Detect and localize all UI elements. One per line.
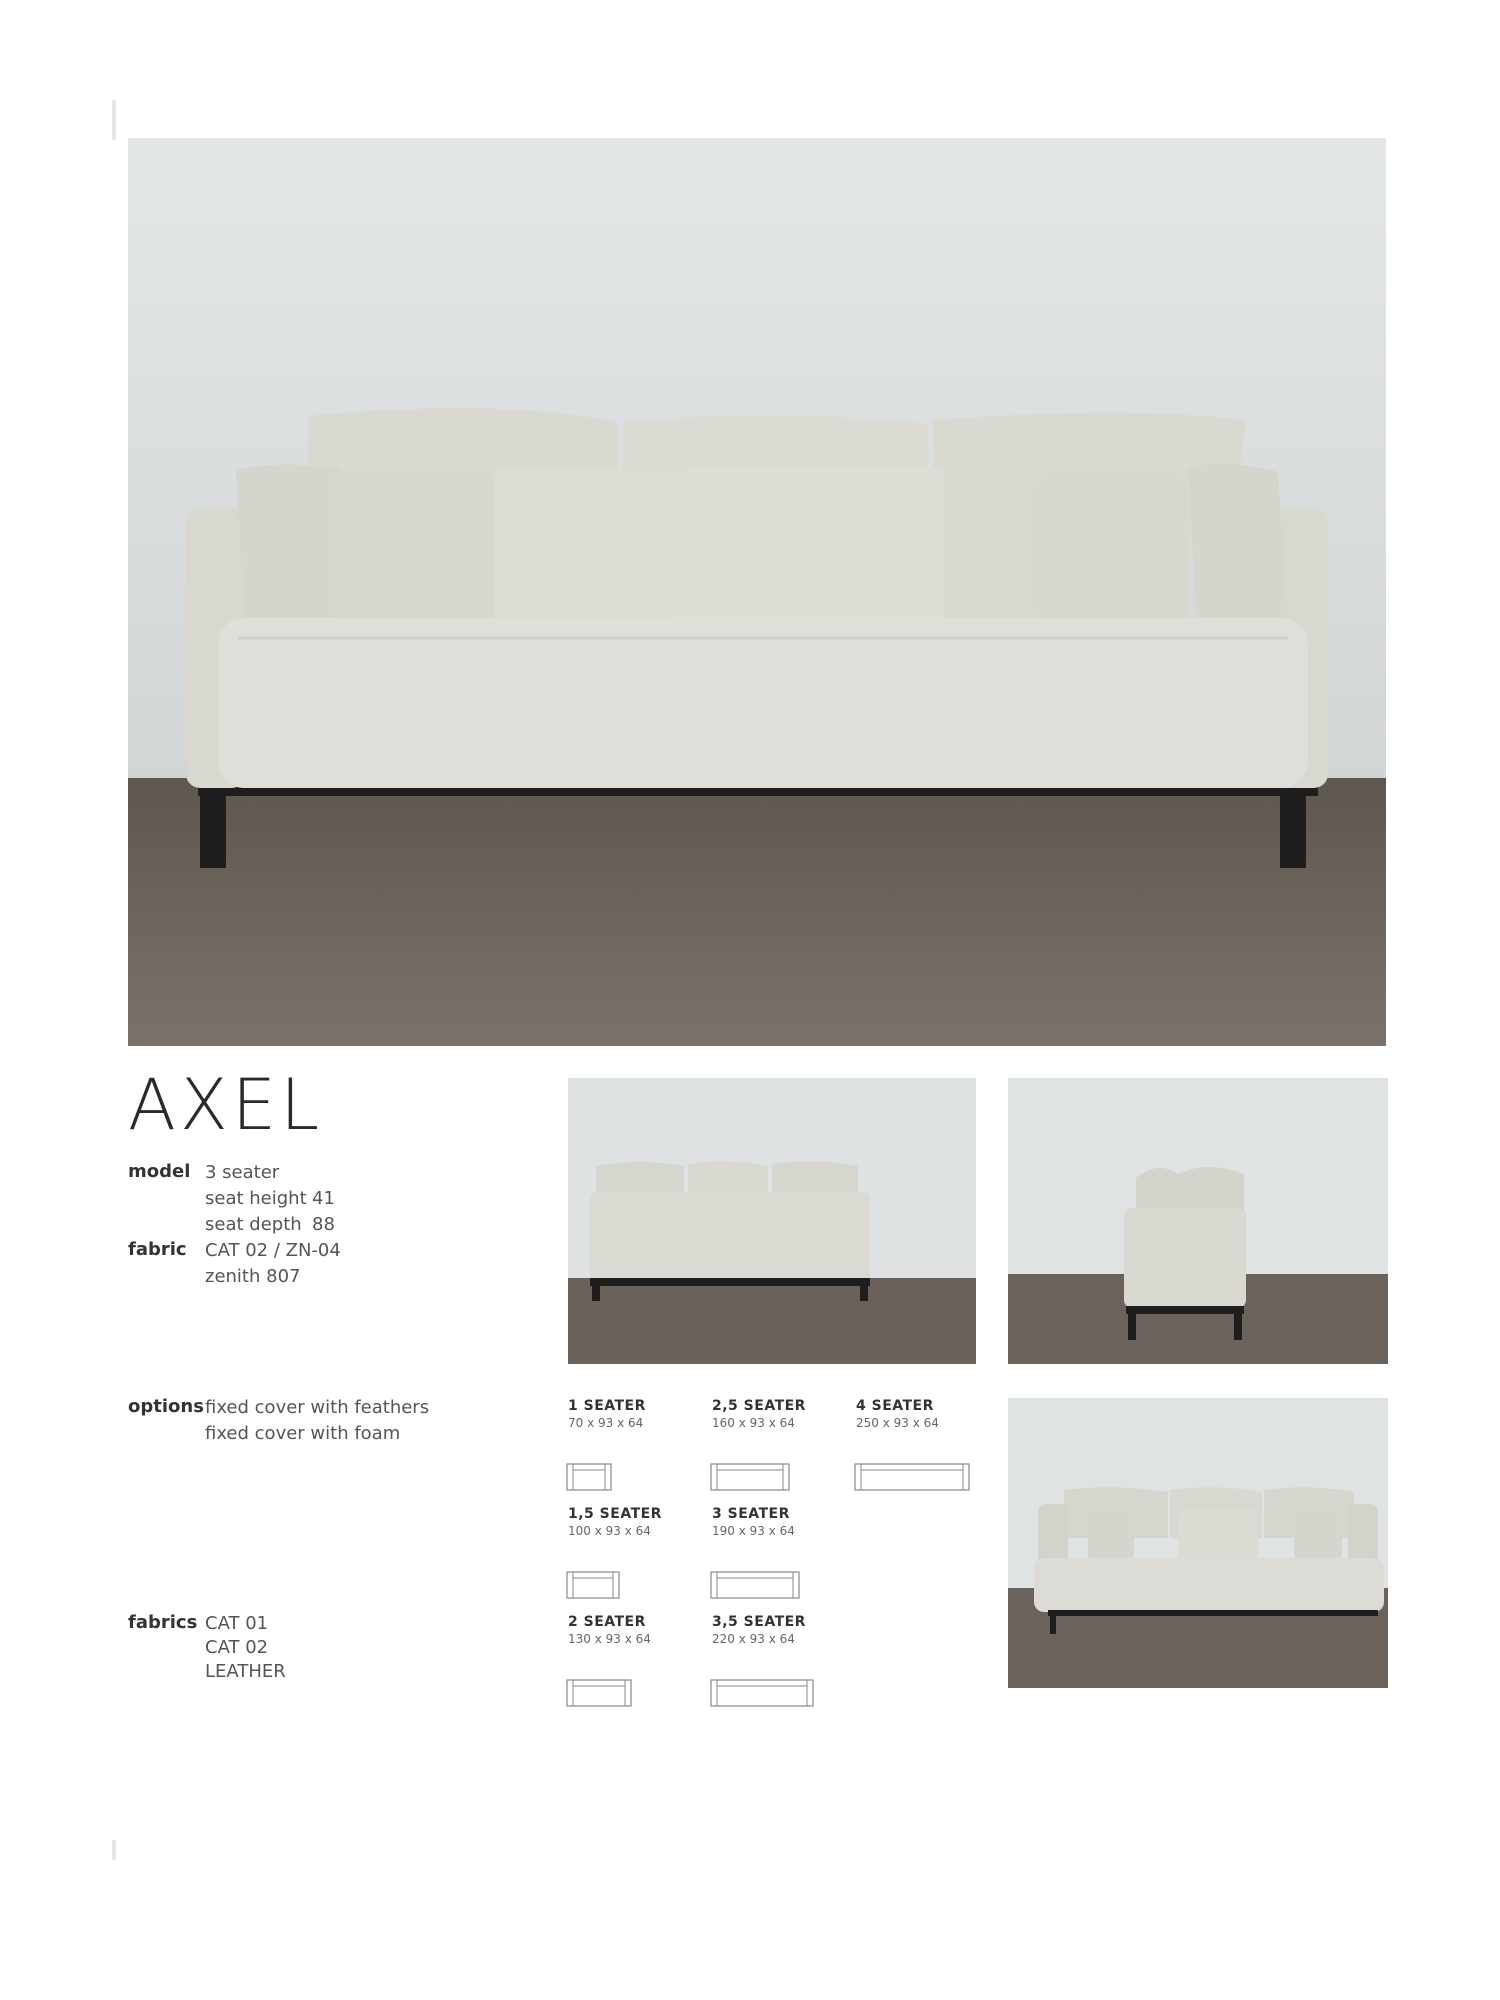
variant-dims: 190 x 93 x 64 [712, 1524, 795, 1538]
option-item: fixed cover with feathers [205, 1397, 430, 1418]
variant-name: 3 SEATER [712, 1506, 790, 1522]
model-label: model [128, 1161, 191, 1182]
variant-dims: 130 x 93 x 64 [568, 1632, 651, 1646]
seat-depth-value: 88 [312, 1214, 335, 1235]
variant-name: 3,5 SEATER [712, 1614, 806, 1630]
variant-1-seater [568, 1398, 646, 1430]
variant-1-5-seater [568, 1506, 662, 1538]
fabric-label: fabric [128, 1239, 187, 1260]
product-title: AXEL [128, 1064, 324, 1146]
sofa-outline-icon [710, 1460, 790, 1492]
variant-4-seater [856, 1398, 939, 1430]
sofa-outline-icon [710, 1676, 814, 1708]
fabrics-label: fabrics [128, 1612, 198, 1633]
variant-name: 2,5 SEATER [712, 1398, 806, 1414]
sofa-outline-icon [710, 1568, 800, 1600]
variant-dims: 70 x 93 x 64 [568, 1416, 644, 1430]
variant-3-seater [712, 1506, 795, 1538]
option-item: fixed cover with foam [205, 1423, 401, 1444]
variant-2-5-seater [712, 1398, 806, 1430]
variant-3-5-seater [712, 1614, 806, 1646]
fabric-item: CAT 01 [205, 1613, 269, 1634]
sofa-back-photo [568, 1078, 976, 1364]
sofa-outline-icon [566, 1460, 612, 1492]
scan-edge-top [112, 100, 116, 140]
seat-height-label: seat height [205, 1188, 307, 1209]
fabric-line: zenith 807 [205, 1266, 301, 1287]
variant-2-seater [568, 1614, 651, 1646]
variant-name: 2 SEATER [568, 1614, 646, 1630]
sofa-outline-icon [566, 1676, 632, 1708]
sofa-outline-icon [854, 1460, 970, 1492]
variant-dims: 100 x 93 x 64 [568, 1524, 651, 1538]
options-label: options [128, 1396, 204, 1417]
variant-dims: 220 x 93 x 64 [712, 1632, 795, 1646]
scan-edge-bottom [112, 1840, 116, 1860]
sofa-side-photo [1008, 1078, 1388, 1364]
variant-name: 1,5 SEATER [568, 1506, 662, 1522]
seat-depth-label: seat depth [205, 1214, 302, 1235]
sofa-front-photo [128, 138, 1386, 1046]
fabric-item: CAT 02 [205, 1637, 269, 1658]
variant-name: 1 SEATER [568, 1398, 646, 1414]
variant-dims: 250 x 93 x 64 [856, 1416, 939, 1430]
variant-name: 4 SEATER [856, 1398, 934, 1414]
sofa-outline-icon [566, 1568, 620, 1600]
fabric-item: LEATHER [205, 1661, 286, 1682]
model-value: 3 seater [205, 1162, 280, 1183]
sofa-angle-photo [1008, 1398, 1388, 1688]
seat-height-value: 41 [312, 1188, 335, 1209]
fabric-line: CAT 02 / ZN-04 [205, 1240, 341, 1261]
variant-dims: 160 x 93 x 64 [712, 1416, 795, 1430]
